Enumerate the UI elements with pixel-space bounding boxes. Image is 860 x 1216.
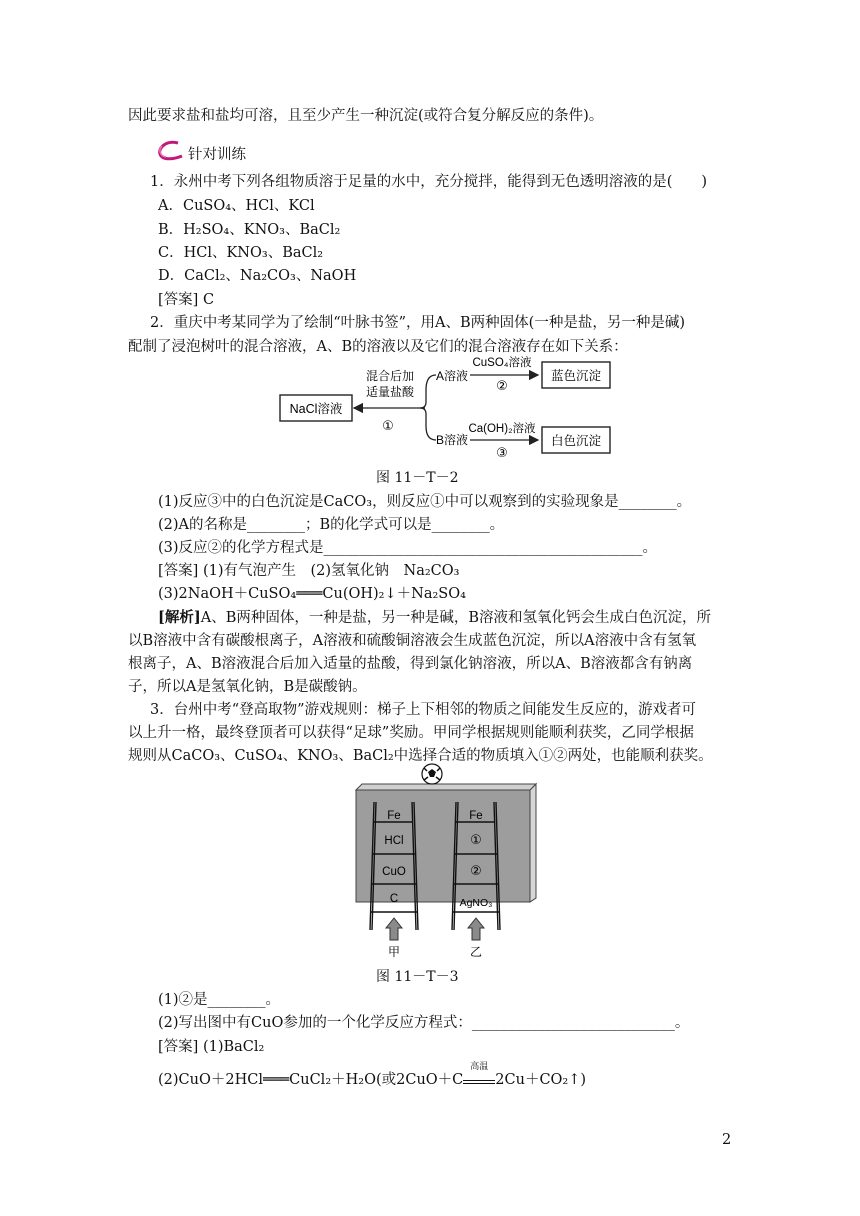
q2-answer-1 — [158, 561, 459, 581]
circle-3: ③ — [496, 445, 508, 460]
answer-value: (1)有气泡产生 (2)氢氧化钠 Na₂CO₃ — [202, 563, 460, 579]
q3-stem-2: 以上升一格，最终登顶者可以获得“足球”奖励。甲同学根据规则能顺利获奖，乙同学根据 — [128, 725, 694, 741]
q1-stem: 1．永州中考下列各组物质溶于足量的水中，充分搅拌，能得到无色透明溶液的是( ) — [150, 174, 708, 190]
q2-analysis-2: 以B溶液中含有碳酸根离子，A溶液和硫酸铜溶液会生成蓝色沉淀，所以A溶液中含有氢氧 — [128, 633, 697, 649]
label-jia: 甲 — [387, 945, 401, 959]
q1-option-c: C．HCl、KNO₃、BaCl₂ — [158, 245, 324, 261]
left-rung-4: C — [389, 893, 399, 905]
label-yi: 乙 — [469, 945, 483, 959]
left-rung-3: CuO — [382, 866, 406, 878]
intro-text: 因此要求盐和盐均可溶，且至少产生一种沉淀(或符合复分解反应的条件)。 — [128, 108, 604, 124]
answer-label: [答案] — [158, 1039, 199, 1055]
answer-value: (1)BaCl₂ — [202, 1039, 265, 1055]
high-temp-label: 高温 — [470, 1062, 489, 1072]
q3-stem-1: 3．台州中考“登高取物”游戏规则：梯子上下相邻的物质之间能发生反应的，游戏者可 — [150, 702, 697, 718]
q3-sub-1: (1)②是________。 — [158, 992, 281, 1008]
q2-stem-1: 2．重庆中考某同学为了绘制“叶脉书签”，用A、B两种固体(一种是盐，另一种是碱) — [150, 315, 685, 331]
analysis-text: A、B两种固体，一种是盐，另一种是碱，B溶液和氢氧化钙会生成白色沉淀，所 — [200, 610, 712, 626]
right-rung-3: ② — [470, 863, 482, 878]
ladder-game-diagram — [350, 762, 550, 960]
q2-answer-2: (3)2NaOH＋CuSO₄═══Cu(OH)₂↓＋Na₂SO₄ — [158, 586, 466, 602]
circle-1: ① — [382, 418, 394, 433]
q3-answer-2 — [158, 1062, 587, 1090]
q2-sub-3: (3)反应②的化学方程式是____________________________________________。 — [158, 540, 658, 556]
q1-answer — [158, 290, 214, 310]
q3-sub-2: (2)写出图中有CuO参加的一个化学反应方程式：____________________________。 — [158, 1015, 690, 1031]
analysis-label: [解析] — [158, 609, 201, 626]
left-rung-2: HCl — [384, 835, 404, 847]
figure-caption-2: 图 11－T－2 — [376, 470, 459, 486]
q1-option-a: A．CuSO₄、HCl、KCl — [158, 198, 315, 214]
figure-caption-3: 图 11－T－3 — [376, 969, 459, 985]
blue-ppt-label: 蓝色沉淀 — [550, 369, 602, 383]
reaction-condition — [463, 1062, 495, 1084]
q2-analysis-3: 根离子，A、B溶液混合后加入适量的盐酸，得到氯化钠溶液，所以A、B溶液都含有钠离 — [128, 656, 693, 672]
section-title: 针对训练 — [188, 147, 246, 163]
b-solution: B溶液 — [436, 433, 469, 447]
right-rung-1: Fe — [469, 810, 483, 822]
soccer-ball-icon — [422, 764, 442, 784]
left-rung-1: Fe — [387, 810, 401, 822]
q3-stem-3: 规则从CaCO₃、CuSO₄、KNO₃、BaCl₂中选择合适的物质填入①②两处，也能顺利获奖。 — [128, 748, 713, 764]
q1-option-d: D．CaCl₂、Na₂CO₃、NaOH — [158, 268, 357, 284]
q2-analysis-4: 子，所以A是氢氧化钠，B是碳酸钠。 — [128, 679, 367, 695]
equals-sign — [463, 1080, 495, 1084]
answer-label: [答案] — [158, 563, 199, 579]
q2-sub-2: (2)A的名称是________；B的化学式可以是________。 — [158, 517, 505, 533]
a-solution: A溶液 — [436, 369, 469, 383]
caoh2-label: Ca(OH)₂溶液 — [468, 423, 536, 435]
right-rung-2: ① — [470, 832, 482, 847]
right-rung-4: AgNO₃ — [459, 897, 493, 909]
arrow-up-icon — [386, 918, 402, 940]
q1-option-b: B．H₂SO₄、KNO₃、BaCl₂ — [158, 222, 341, 238]
section-swirl-icon — [156, 140, 186, 162]
q2-analysis-1 — [158, 608, 711, 628]
page-number: 2 — [722, 1132, 732, 1148]
q3-answer-1 — [158, 1037, 264, 1057]
cuso4-label: CuSO₄溶液 — [472, 357, 532, 369]
equation-part-1: (2)CuO＋2HCl═══CuCl₂＋H₂O(或2CuO＋C — [158, 1072, 464, 1088]
answer-label: [答案] — [158, 292, 199, 308]
equation-part-2: 2Cu＋CO₂↑) — [495, 1072, 587, 1088]
q2-stem-2: 配制了浸泡树叶的混合溶液，A、B的溶液以及它们的混合溶液存在如下关系： — [128, 339, 628, 355]
brace — [420, 375, 436, 440]
answer-value: C — [202, 292, 215, 308]
white-ppt-label: 白色沉淀 — [550, 434, 602, 448]
arrow-up-icon — [468, 918, 484, 940]
circle-2: ② — [496, 378, 508, 393]
reaction-flow-diagram — [270, 350, 620, 460]
mix-label-2: 适量盐酸 — [365, 385, 415, 399]
nacl-label: NaCl溶液 — [289, 402, 343, 416]
q2-sub-1: (1)反应③中的白色沉淀是CaCO₃，则反应①中可以观察到的实验现象是________。 — [158, 494, 692, 510]
mix-label-1: 混合后加 — [365, 369, 415, 383]
